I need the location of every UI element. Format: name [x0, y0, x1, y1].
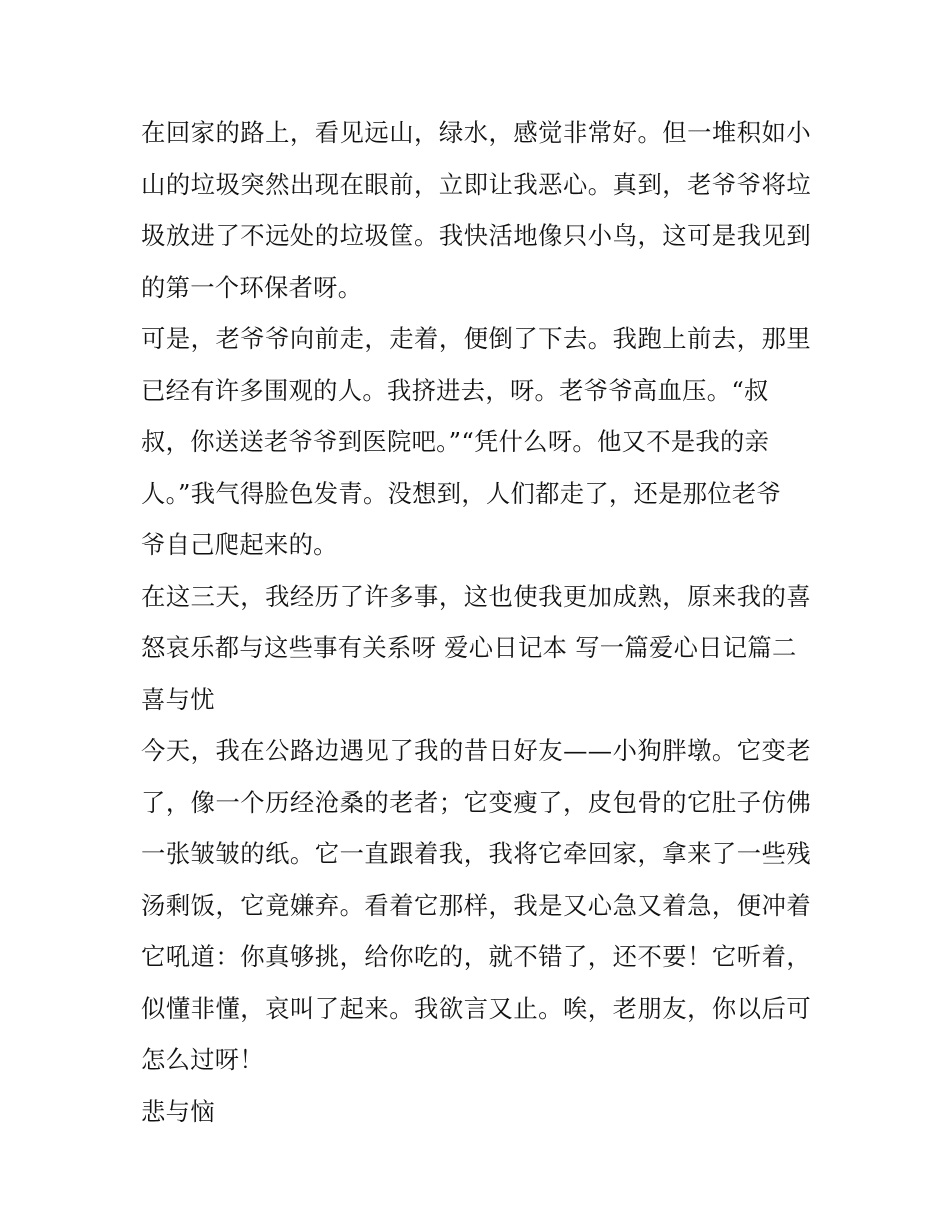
text-line: 的第一个环保者呀。 — [141, 272, 363, 302]
document-body — [141, 107, 811, 1137]
text-line: 人。”我气得脸色发青。没想到，人们都走了，还是那位老爷 — [141, 478, 782, 508]
text-line: 怒哀乐都与这些事有关系呀 爱心日记本 写一篇爱心日记篇二 — [141, 633, 797, 662]
text-line: 怎么过呀！ — [141, 1045, 264, 1074]
text-line: 爷自己爬起来的。 — [141, 530, 338, 559]
text-line: 一张皱皱的纸。它一直跟着我，我将它牵回家，拿来了一些残 — [141, 839, 811, 868]
text-line: 已经有许多围观的人。我挤进去，呀。老爷爷高血压。“叔 — [141, 375, 769, 405]
text-line: 今天，我在公路边遇见了我的昔日好友——小狗胖墩。它变老 — [141, 736, 811, 765]
text-line: 叔，你送送老爷爷到医院吧。”“凭什么呀。他又不是我的亲 — [141, 427, 770, 456]
text-line: 在回家的路上，看见远山，绿水，感觉非常好。但一堆积如小 — [141, 118, 811, 147]
text-line: 了，像一个历经沧桑的老者；它变瘦了，皮包骨的它肚子仿佛 — [141, 787, 811, 817]
text-line: 圾放进了不远处的垃圾筐。我快活地像只小鸟，这可是我见到 — [141, 221, 811, 250]
text-line: 它吼道：你真够挑，给你吃的，就不错了，还不要！它听着， — [141, 942, 811, 971]
text-line: 可是，老爷爷向前走，走着，便倒了下去。我跑上前去，那里 — [141, 324, 811, 353]
text-line: 似懂非懂，哀叫了起来。我欲言又止。唉，老朋友，你以后可 — [141, 993, 811, 1023]
section-heading: 悲与恼 — [141, 1096, 215, 1126]
text-line: 汤剩饭，它竟嫌弃。看着它那样，我是又心急又着急，便冲着 — [141, 890, 811, 920]
text-line: 山的垃圾突然出现在眼前，立即让我恶心。真到，老爷爷将垃 — [141, 169, 811, 199]
text-line: 在这三天，我经历了许多事，这也使我更加成熟，原来我的喜 — [141, 581, 811, 611]
section-heading: 喜与忧 — [141, 684, 215, 714]
